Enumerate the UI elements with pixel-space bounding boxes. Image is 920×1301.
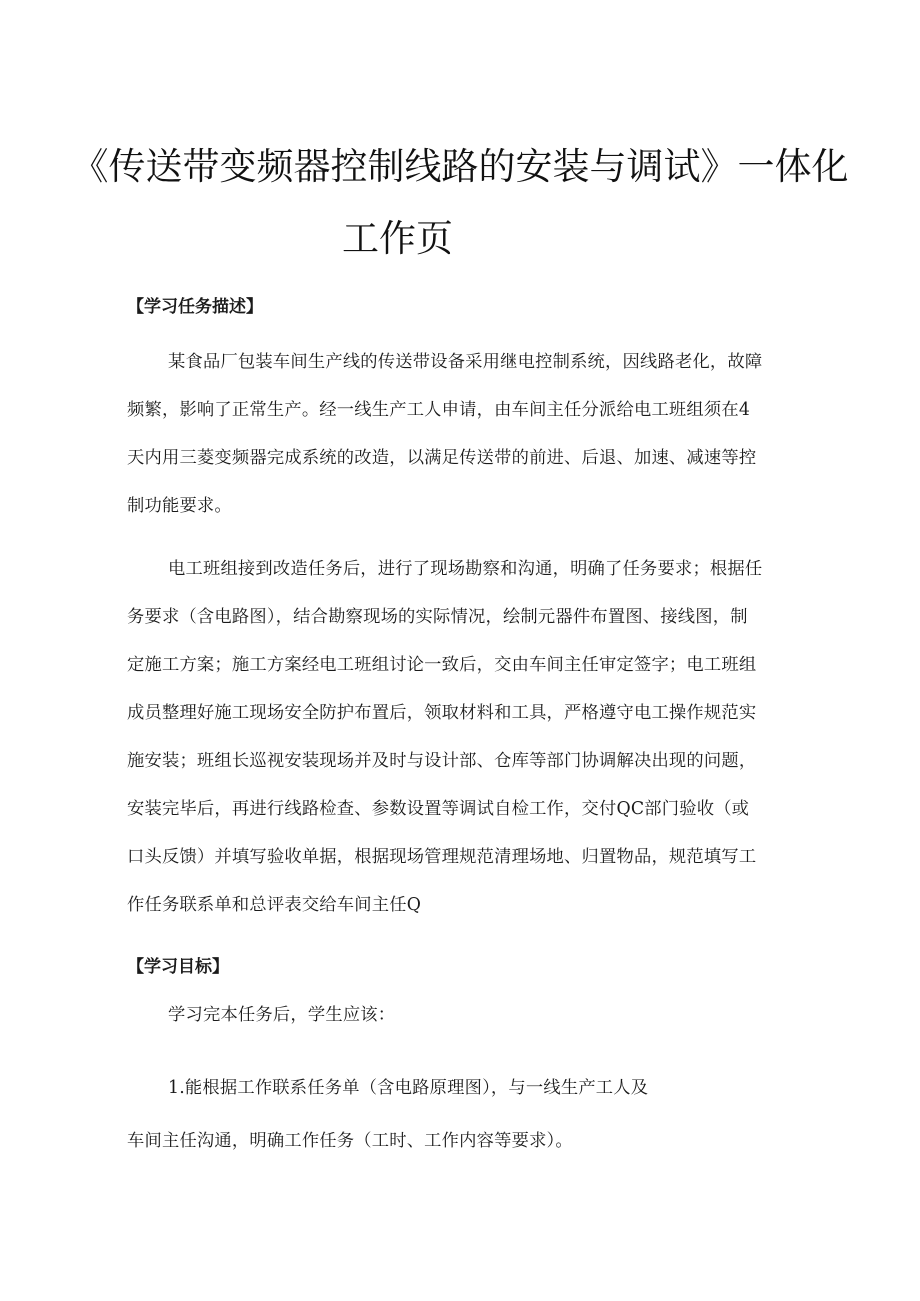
- paragraph-line: 口头反馈）并填写验收单据，根据现场管理规范清理场地、归置物品，规范填写工: [127, 847, 757, 867]
- paragraph-line: 制功能要求。: [127, 496, 232, 516]
- document-title-line1: 《传送带变频器控制线路的安装与调试》一体化: [71, 145, 849, 188]
- paragraph-line: 作任务联系单和总评表交给车间主任Q: [127, 895, 422, 915]
- list-item-line: 1.能根据工作联系任务单（含电路原理图），与一线生产工人及: [168, 1078, 649, 1098]
- list-item-line: 车间主任沟通，明确工作任务（工时、工作内容等要求）。: [127, 1131, 573, 1151]
- section-heading-learning-goals: 【学习目标】: [127, 957, 229, 977]
- paragraph-line: 某食品厂包装车间生产线的传送带设备采用继电控制系统，因线路老化，故障: [168, 352, 763, 372]
- paragraph-line: 务要求（含电路图），结合勘察现场的实际情况，绘制元器件布置图、接线图，制: [127, 607, 748, 627]
- document-title-line2: 工作页: [342, 217, 453, 260]
- paragraph-line: 定施工方案；施工方案经电工班组讨论一致后，交由车间主任审定签字；电工班组: [127, 655, 757, 675]
- paragraph-line: 学习完本任务后，学生应该：: [168, 1005, 396, 1025]
- paragraph-line: 天内用三菱变频器完成系统的改造，以满足传送带的前进、后退、加速、减速等控: [127, 448, 757, 468]
- paragraph-line: 电工班组接到改造任务后，进行了现场勘察和沟通，明确了任务要求；根据任: [168, 559, 763, 579]
- paragraph-line: 施安装；班组长巡视安装现场并及时与设计部、仓库等部门协调解决出现的问题，: [127, 751, 757, 771]
- section-heading-task-description: 【学习任务描述】: [127, 297, 263, 317]
- paragraph-line: 频繁，影响了正常生产。经一线生产工人申请，由车间主任分派给电工班组须在4: [127, 400, 751, 420]
- paragraph-line: 成员整理好施工现场安全防护布置后，领取材料和工具，严格遵守电工操作规范实: [127, 703, 757, 723]
- paragraph-line: 安装完毕后，再进行线路检查、参数设置等调试自检工作，交付QC部门验收（或: [127, 799, 750, 819]
